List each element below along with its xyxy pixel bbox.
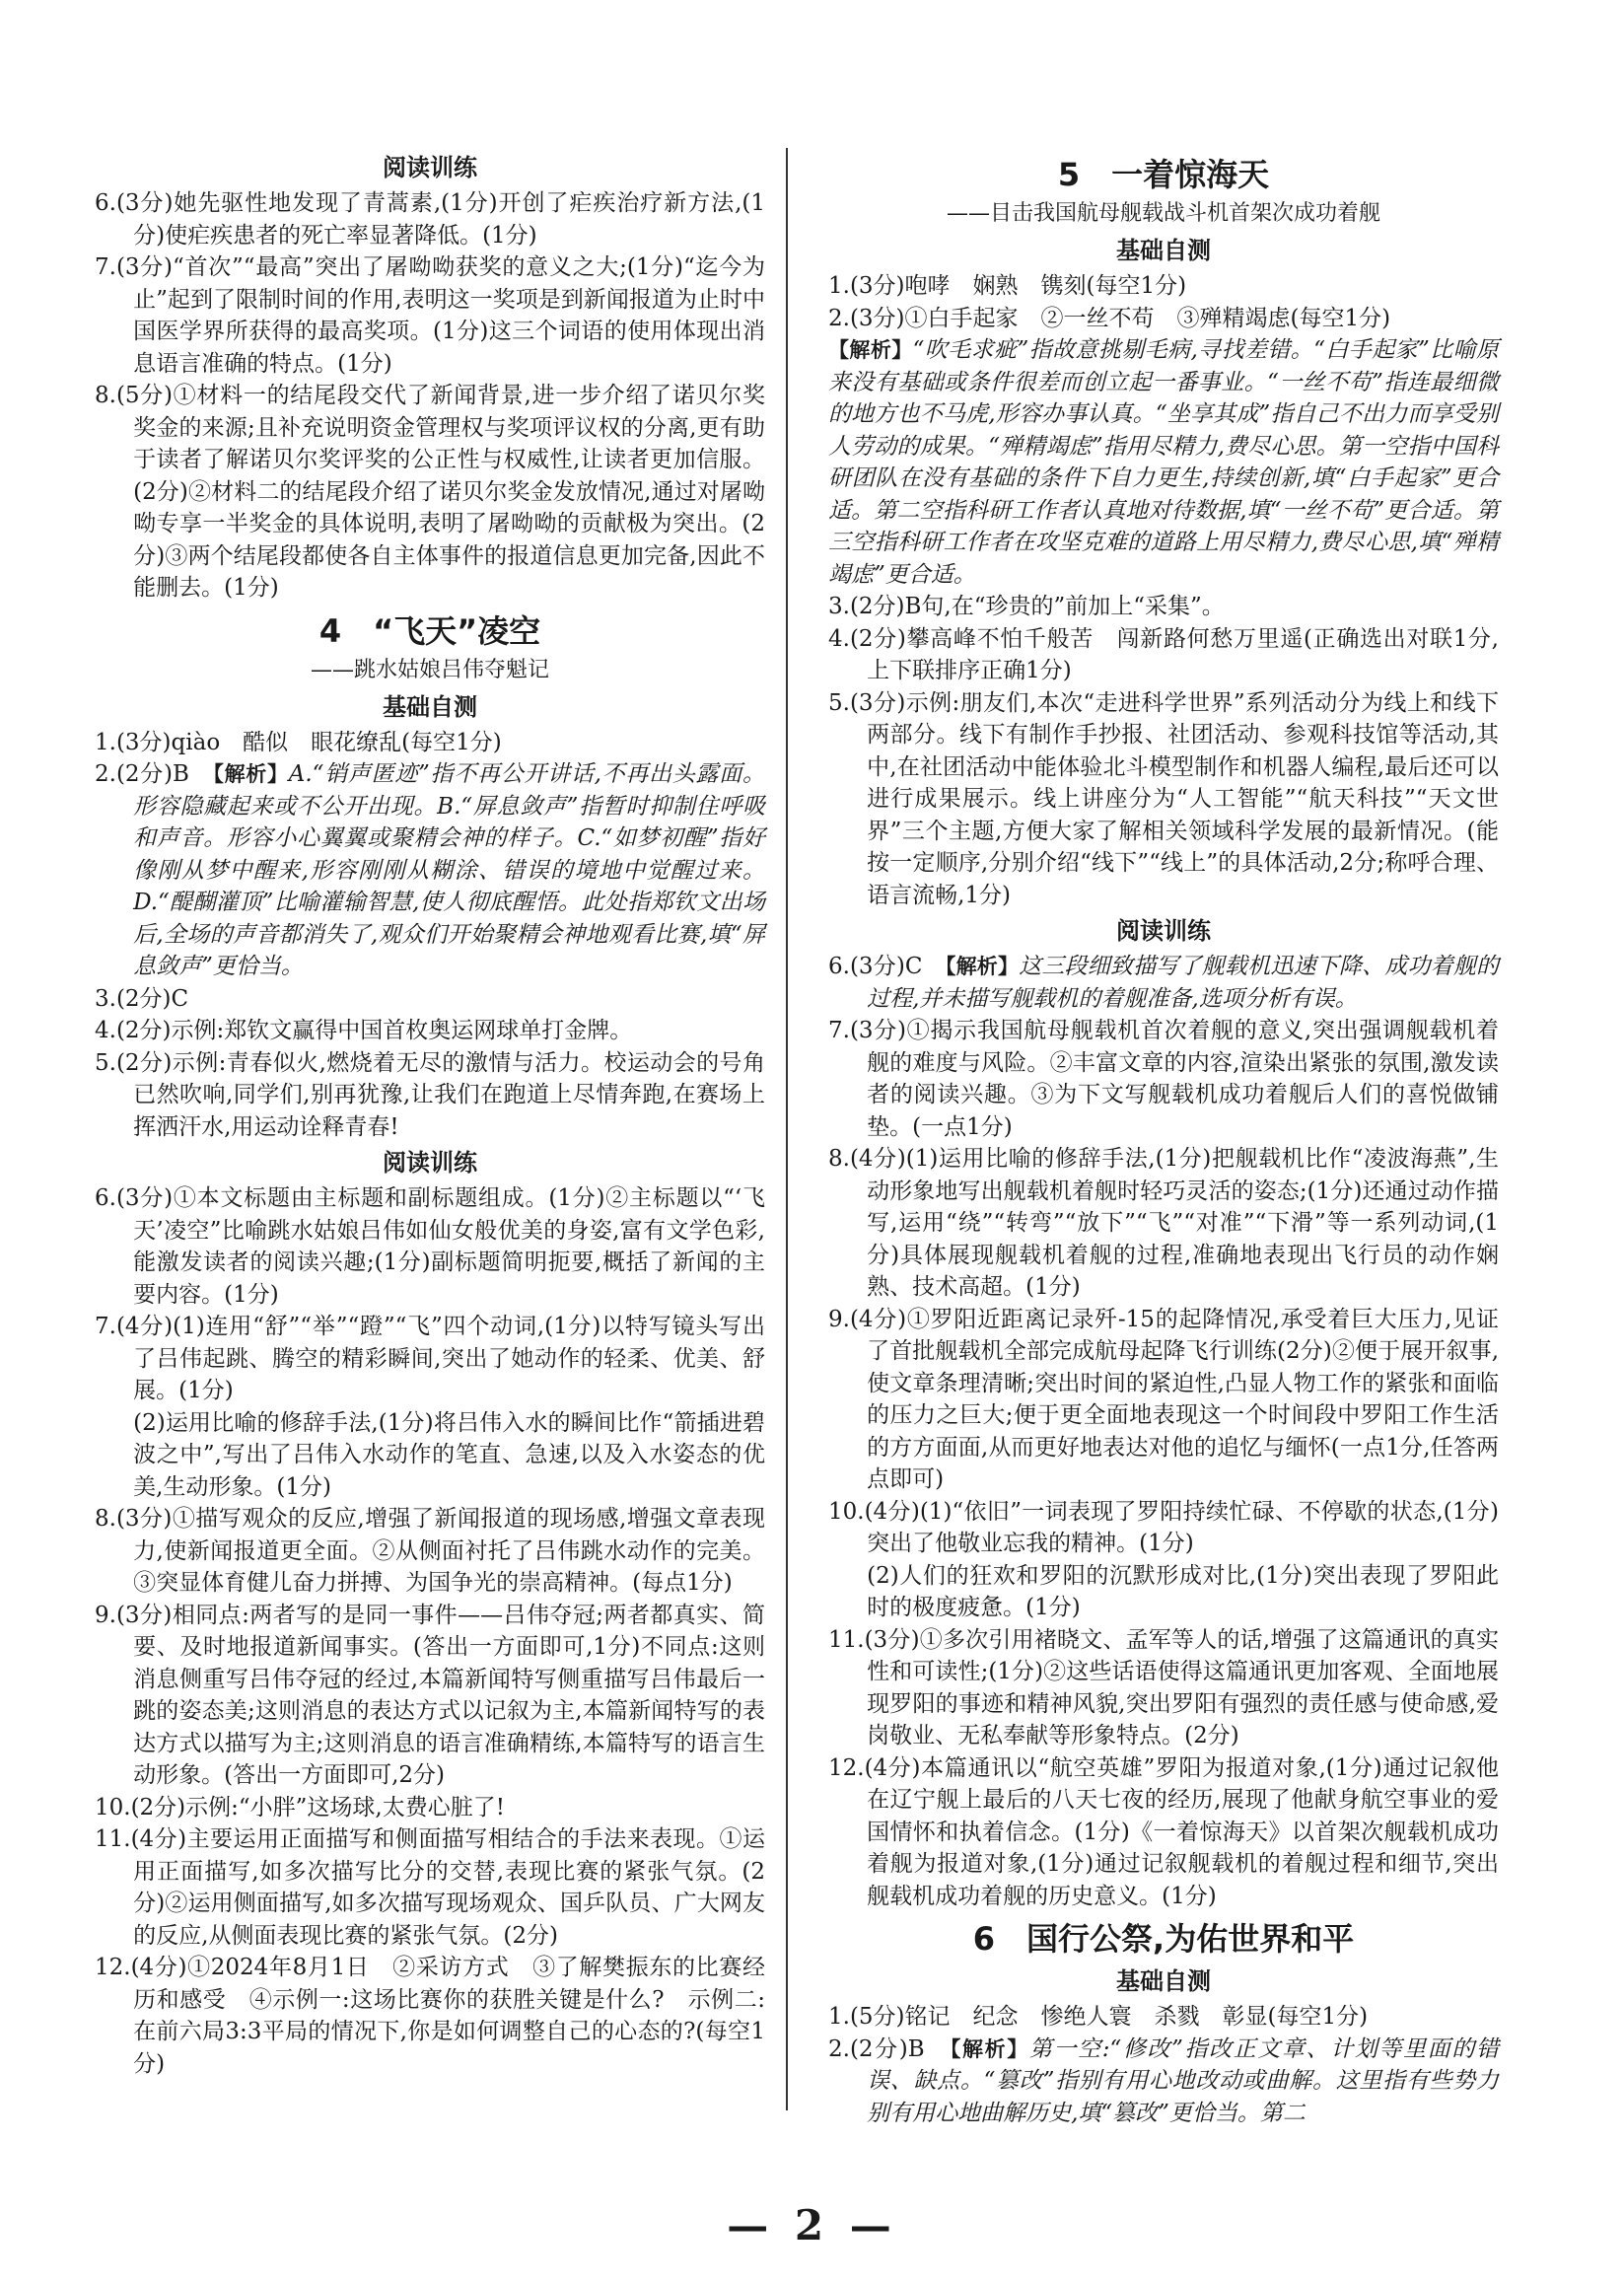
answer-text: 4.(2分)示例:郑钦文赢得中国首枚奥运网球单打金牌。	[95, 1018, 633, 1043]
answer-text: (2)人们的狂欢和罗阳的沉默形成对比,(1分)突出表现了罗阳此时的极度疲惫。(1分)	[867, 1562, 1499, 1620]
left-column	[95, 148, 765, 2080]
answer-text: 8.(5分)①材料一的结尾段交代了新闻背景,进一步介绍了诺贝尔奖奖金的来源;且补充说明资金管理权与奖项评议权的分离,更有助于读者了解诺贝尔奖评奖的公正性与权威性,让读者更加信服。(2分)②材料二的结尾段介绍了诺贝尔奖金发放情况,通过对屠呦呦专享一半奖金的具体说明,表明了屠呦呦的贡献极为突出。(2分)③两个结尾段都使各自主体事件的报道信息更加完备,因此不能删去。(1分)	[95, 383, 765, 601]
answer-item	[95, 380, 765, 605]
analysis-text: “吹毛求疵”指故意挑剔毛病,寻找差错。“白手起家”比喻原来没有基础或条件很差而创立起一番事业。“一丝不苟”指连最细微的地方也不马虎,形容办事认真。“坐享其成”指自己不出力而享受别人劳动的成果。“殚精竭虑”指用尽精力,费尽心思。第一空指中国科研团队在没有基础的条件下自力更生,持续创新,填“白手起家”更合适。第二空指科研工作者认真地对待数据,填“一丝不苟”更合适。第三空指科研工作者在攻坚克难的道路上用尽精力,费尽心思,填“殚精竭虑”更合适。	[828, 337, 1499, 588]
answer-text: 10.(4分)(1)“依旧”一词表现了罗阳持续忙碌、不停歇的状态,(1分)突出了他敬业忘我的精神。(1分)	[828, 1498, 1499, 1556]
answer-item	[828, 687, 1499, 912]
answer-text: 2.(2分)B	[95, 761, 189, 787]
analysis-text: 第一空:“修改”指改正文章、计划等里面的错误、缺点。“篡改”指别有用心地改动或曲解。这里指有些势力别有用心地曲解历史,填“篡改”更恰当。第二	[867, 2035, 1500, 2126]
answer-continuation	[95, 1407, 765, 1504]
answer-item	[95, 251, 765, 380]
answer-item	[828, 951, 1499, 1015]
analysis-tag: 【解析】	[950, 2036, 1029, 2061]
answer-text: 6.(3分)她先驱性地发现了青蒿素,(1分)开创了疟疾治疗新方法,(1分)使疟疾患者的死亡率显著降低。(1分)	[95, 190, 765, 249]
answer-text: 6.(3分)①本文标题由主标题和副标题组成。(1分)②主标题以“‘飞天’凌空”比喻跳水姑娘吕伟如仙女般优美的身姿,富有文学色彩,能激发读者的阅读兴趣;(1分)副标题简明扼要,概括了新闻的主要内容。(1分)	[95, 1185, 765, 1308]
answer-text: 4.(2分)攀高峰不怕千般苦 闯新路何愁万里遥(正确选出对联1分,上下联排序正确1分)	[828, 625, 1499, 683]
answer-item	[828, 1304, 1499, 1496]
answer-text: 3.(2分)C	[95, 985, 189, 1012]
section-heading: 阅读训练	[383, 1148, 477, 1177]
answer-text: 11.(4分)主要运用正面描写和侧面描写相结合的手法来表现。①运用正面描写,如多次描写比分的交替,表现比赛的紧张气氛。(2分)②运用侧面描写,如多次描写现场观众、国乒队员、广大网友的反应,从侧面表现比赛的紧张气氛。(2分)	[95, 1826, 765, 1949]
column-divider	[786, 148, 788, 2110]
answer-item	[828, 1752, 1499, 1913]
answer-item	[828, 1624, 1499, 1752]
answer-item	[95, 1503, 765, 1600]
answer-text: 12.(4分)①2024年8月1日 ②采访方式 ③了解樊振东的比赛经历和感受 ④示例一:这场比赛你的获胜关键是什么? 示例二:在前六局3:3平局的情况下,你是如何调整自己的心态的?(每空1分)	[95, 1955, 765, 2077]
answer-item	[95, 983, 765, 1016]
answer-item	[828, 1143, 1499, 1304]
answer-text: (2)运用比喻的修辞手法,(1分)将吕伟入水的瞬间比作“箭插进碧波之中”,写出了吕伟入水动作的笔直、急速,以及入水姿态的优美,生动形象。(1分)	[133, 1409, 765, 1500]
right-column	[828, 148, 1499, 2129]
answer-text: 2.(3分)①白手起家 ②一丝不苟 ③殚精竭虑(每空1分)	[828, 305, 1391, 331]
answer-text: 8.(4分)(1)运用比喻的修辞手法,(1分)把舰载机比作“凌波海燕”,生动形象地写出舰载机着舰时轻巧灵活的姿态;(1分)还通过动作描写,运用“绕”“转弯”“放下”“飞”“对准”“下滑”等一系列动词,(1分)具体展现舰载机着舰的过程,准确地表现出飞行员的动作娴熟、技术高超。(1分)	[828, 1146, 1499, 1300]
answer-item	[95, 727, 765, 759]
chapter-subtitle: ——跳水姑娘吕伟夺魁记	[310, 657, 549, 682]
answer-item	[828, 303, 1499, 335]
answer-item	[95, 1600, 765, 1792]
answer-item	[828, 2034, 1499, 2130]
page-number: — 2 —	[727, 2201, 897, 2249]
section-heading: 阅读训练	[1116, 916, 1211, 945]
answer-text: 2.(2分)B	[828, 2035, 925, 2062]
answer-item	[95, 187, 765, 251]
analysis-tag: 【解析】	[828, 338, 913, 362]
answer-text: 12.(4分)本篇通讯以“航空英雄”罗阳为报道对象,(1分)通过记叙他在辽宁舰上最后的八天七夜的经历,展现了他献身航空事业的爱国情怀和执着信念。(1分)《一着惊海天》以首架次舰载机成功着舰为报道对象,(1分)通过记叙舰载机的着舰过程和细节,突出舰载机成功着舰的历史意义。(1分)	[828, 1754, 1499, 1909]
answer-item	[828, 1015, 1499, 1143]
answer-item	[95, 1182, 765, 1311]
answer-text: 9.(3分)相同点:两者写的是同一事件——吕伟夺冠;两者都真实、简要、及时地报道新闻事实。(答出一方面即可,1分)不同点:这则消息侧重写吕伟夺冠的经过,本篇新闻特写侧重描写吕伟最后一跳的姿态美;这则消息的表达方式以记叙为主,本篇新闻特写的表达方式以描写为主;这则消息的语言准确精练,本篇特写的语言生动形象。(答出一方面即可,2分)	[95, 1602, 765, 1788]
answer-item	[95, 1311, 765, 1407]
answer-text: 5.(2分)示例:青春似火,燃烧着无尽的激情与活力。校运动会的号角已然吹响,同学们,别再犹豫,让我们在跑道上尽情奔跑,在赛场上挥洒汗水,用运动诠释青春!	[95, 1049, 765, 1140]
answer-item	[828, 591, 1499, 623]
answer-item	[95, 1823, 765, 1952]
answer-text: 6.(3分)C	[828, 954, 923, 979]
answer-item	[95, 1015, 765, 1047]
answer-item	[95, 1952, 765, 2080]
chapter-title: 4 “飞天”凌空	[318, 611, 541, 650]
answer-text: 1.(3分)咆哮 娴熟 镌刻(每空1分)	[828, 273, 1187, 299]
answer-item	[828, 2001, 1499, 2034]
chapter-title: 6 国行公祭,为佑世界和平	[972, 1920, 1355, 1958]
answer-text: 3.(2分)B句,在“珍贵的”前加上“采集”。	[828, 594, 1225, 619]
section-heading: 基础自测	[1116, 236, 1211, 264]
answer-text: 10.(2分)示例:“小胖”这场球,太费心脏了!	[95, 1794, 505, 1820]
section-heading: 基础自测	[1116, 1966, 1211, 1995]
answer-text: 5.(3分)示例:朋友们,本次“走进科学世界”系列活动分为线上和线下两部分。线下有制作手抄报、社团活动、参观科技馆等活动,其中,在社团活动中能体验北斗模型制作和机器人编程,最后还可以进行成果展示。线上讲座分为“人工智能”“航天科技”“天文世界”三个主题,方便大家了解相关领域科学发展的最新情况。(能按一定顺序,分别介绍“线下”“线上”的具体活动,2分;称呼合理、语言流畅,1分)	[828, 689, 1499, 908]
section-heading: 基础自测	[383, 691, 477, 721]
answer-text: 1.(3分)qiào 酷似 眼花缭乱(每空1分)	[95, 729, 502, 755]
answer-text: 7.(4分)(1)连用“舒”“举”“蹬”“飞”四个动词,(1分)以特写镜头写出了吕伟起跳、腾空的精彩瞬间,突出了她动作的轻柔、优美、舒展。(1分)	[95, 1314, 765, 1403]
answer-item	[828, 1496, 1499, 1560]
answer-item	[95, 1047, 765, 1144]
analysis-text: 这三段细致描写了舰载机迅速下降、成功着舰的过程,并未描写舰载机的着舰准备,选项分析有误。	[867, 954, 1500, 1012]
analysis-block	[828, 334, 1499, 591]
answer-item	[95, 1792, 765, 1824]
answer-item	[828, 270, 1499, 303]
answer-item	[95, 758, 765, 983]
section-heading: 阅读训练	[383, 153, 477, 181]
answer-text: 1.(5分)铭记 纪念 惨绝人寰 杀戮 彰显(每空1分)	[828, 2004, 1369, 2030]
answer-item	[828, 623, 1499, 687]
answer-continuation	[828, 1560, 1499, 1624]
chapter-title: 5 一着惊海天	[1057, 156, 1270, 193]
answer-text: 7.(3分)①揭示我国航母舰载机首次着舰的意义,突出强调舰载机着舰的难度与风险。②丰富文章的内容,渲染出紧张的氛围,激发读者的阅读兴趣。③为下文写舰载机成功着舰后人们的喜悦做铺垫。(一点1分)	[828, 1018, 1499, 1140]
answer-text: 9.(4分)①罗阳近距离记录歼-15的起降情况,承受着巨大压力,见证了首批舰载机全部完成航母起降飞行训练(2分)②便于展开叙事,使文章条理清晰;突出时间的紧迫性,凸显人物工作的紧张和面临的压力之巨大;便于更全面地表现这一个时间段中罗阳工作生活的方方面面,从而更好地表达对他的追忆与缅怀(一点1分,任答两点即可)	[828, 1306, 1499, 1492]
chapter-subtitle: ——目击我国航母舰载战斗机首架次成功着舰	[946, 201, 1380, 226]
analysis-tag: 【解析】	[213, 762, 289, 786]
answer-text: 7.(3分)“首次”“最高”突出了屠呦呦获奖的意义之大;(1分)“迄今为止”起到了限制时间的作用,表明这一奖项是到新闻报道为止时中国医学界所获得的最高奖项。(1分)这三个词语的使用体现出消息语言准确的特点。(1分)	[95, 254, 765, 377]
analysis-text: A.“销声匿迹”指不再公开讲话,不再出头露面。形容隐藏起来或不公开出现。B.“屏息敛声”指暂时抑制住呼吸和声音。形容小心翼翼或聚精会神的样子。C.“如梦初醒”指好像刚从梦中醒来,形容刚刚从糊涂、错误的境地中觉醒过来。D.“醍醐灌顶”比喻灌输智慧,使人彻底醒悟。此处指郑钦文出场后,全场的声音都消失了,观众们开始聚精会神地观看比赛,填“屏息敛声”更恰当。	[133, 761, 766, 979]
analysis-tag: 【解析】	[945, 955, 1020, 978]
answer-text: 8.(3分)①描写观众的反应,增强了新闻报道的现场感,增强文章表现力,使新闻报道更全面。②从侧面衬托了吕伟跳水动作的完美。③突显体育健儿奋力拼搏、为国争光的崇高精神。(每点1分)	[95, 1506, 765, 1596]
answer-text: 11.(3分)①多次引用褚晓文、孟军等人的话,增强了这篇通讯的真实性和可读性;(1分)②这些话语使得这篇通讯更加客观、全面地展现罗阳的事迹和精神风貌,突出罗阳有强烈的责任感与使命感,爱岗敬业、无私奉献等形象特点。(2分)	[828, 1626, 1499, 1749]
